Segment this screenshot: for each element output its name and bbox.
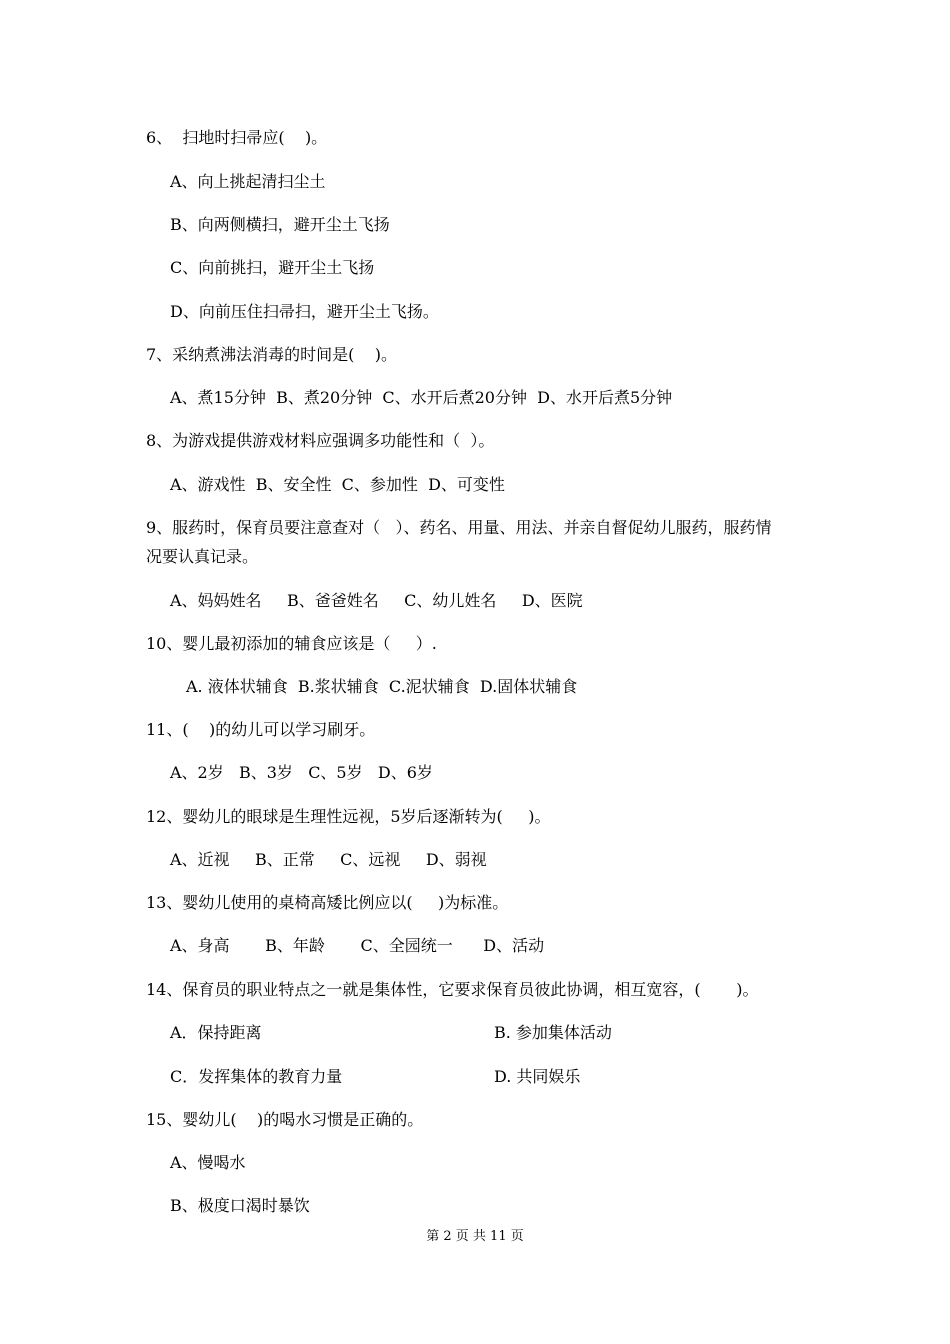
question-10: 10、婴儿最初添加的辅食应该是（ ）. — [146, 634, 437, 653]
question-9-line2: 况要认真记录。 — [146, 547, 259, 566]
options-11: A、2岁 B、3岁 C、5岁 D、6岁 — [170, 763, 433, 782]
options-13: A、身高 B、年龄 C、全园统一 D、活动 — [170, 936, 545, 955]
options-7: A、煮15分钟 B、煮20分钟 C、水开后煮20分钟 D、水开后煮5分钟 — [170, 388, 673, 407]
question-9-line1: 9、服药时，保育员要注意查对（ ）、药名、用量、用法、并亲自督促幼儿服药，服药情 — [146, 518, 772, 537]
option-14a: A．保持距离 — [170, 1023, 262, 1042]
question-11: 11、( )的幼儿可以学习刷牙。 — [146, 720, 376, 739]
option-15b: B、极度口渴时暴饮 — [170, 1196, 310, 1215]
question-15: 15、婴幼儿( )的喝水习惯是正确的。 — [146, 1110, 424, 1129]
options-12: A、近视 B、正常 C、远视 D、弱视 — [170, 850, 487, 869]
option-6d: D、向前压住扫帚扫，避开尘土飞扬。 — [170, 302, 439, 321]
option-6c: C、向前挑扫，避开尘土飞扬 — [170, 258, 375, 277]
options-10: A. 液体状辅食 B.浆状辅食 C.泥状辅食 D.固体状辅食 — [186, 677, 578, 696]
question-14: 14、保育员的职业特点之一就是集体性，它要求保育员彼此协调，相互宽容，( )。 — [146, 980, 759, 999]
question-6: 6、 扫地时扫帚应( )。 — [146, 128, 328, 147]
question-7: 7、采纳煮沸法消毒的时间是( )。 — [146, 345, 398, 364]
question-13: 13、婴幼儿使用的桌椅高矮比例应以( )为标准。 — [146, 893, 509, 912]
question-12: 12、婴幼儿的眼球是生理性远视，5岁后逐渐转为( )。 — [146, 807, 551, 826]
option-6a: A、向上挑起清扫尘土 — [170, 172, 326, 191]
question-8: 8、为游戏提供游戏材料应强调多功能性和（ ）。 — [146, 431, 495, 450]
option-14d: D. 共同娱乐 — [494, 1067, 581, 1086]
option-14b: B. 参加集体活动 — [494, 1023, 612, 1042]
options-8: A、游戏性 B、安全性 C、参加性 D、可变性 — [170, 475, 505, 494]
options-9: A、妈妈姓名 B、爸爸姓名 C、幼儿姓名 D、医院 — [170, 591, 583, 610]
option-14c: C．发挥集体的教育力量 — [170, 1067, 343, 1086]
option-6b: B、向两侧横扫，避开尘土飞扬 — [170, 215, 390, 234]
page-footer: 第 2 页 共 11 页 — [426, 1229, 524, 1244]
option-15a: A、慢喝水 — [170, 1153, 246, 1172]
